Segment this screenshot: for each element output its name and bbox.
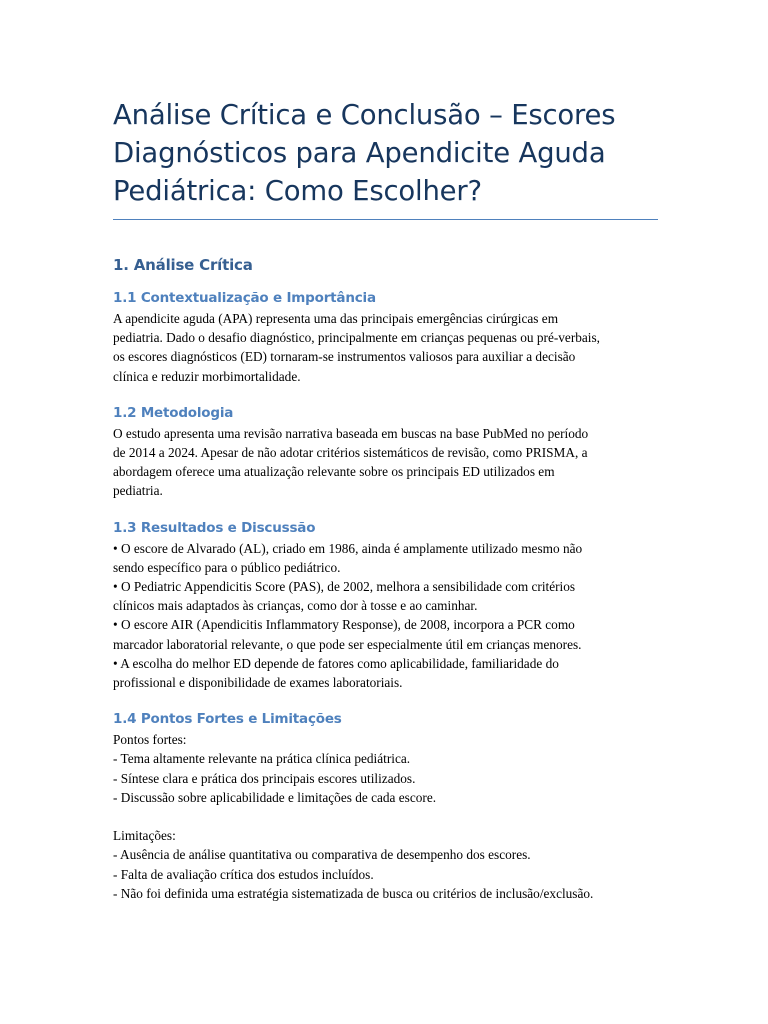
title-line: Análise Crítica e Conclusão – Escores: [113, 99, 616, 131]
text-line: clínica e reduzir morbimortalidade.: [113, 368, 301, 384]
text-line: Pontos fortes:: [113, 732, 187, 748]
section-heading-analise-critica: 1. Análise Crítica: [113, 256, 253, 274]
text-line: pediatria. Dado o desafio diagnóstico, principalmente em crianças pequenas ou pré-verbais,: [113, 330, 600, 346]
subsection-heading-metodologia: 1.2 Metodologia: [113, 404, 234, 421]
paragraph-metodologia: [113, 424, 658, 501]
text-line: marcador laboratorial relevante, o que pode ser especialmente útil em crianças menores.: [113, 636, 582, 652]
document-title: [113, 96, 658, 220]
text-line: os escores diagnósticos (ED) tornaram-se instrumentos valiosos para auxiliar a decisão: [113, 349, 576, 365]
text-line: • O escore AIR (Apendicitis Inflammatory Response), de 2008, incorpora a PCR como: [113, 617, 575, 633]
text-line: - Tema altamente relevante na prática clínica pediátrica.: [113, 751, 411, 767]
document-page: [113, 96, 658, 903]
text-line: clínicos mais adaptados às crianças, como dor à tosse e ao caminhar.: [113, 598, 478, 614]
paragraph-pontos-fortes: [113, 730, 658, 826]
paragraph-contextualizacao: [113, 309, 658, 386]
text-line: O estudo apresenta uma revisão narrativa baseada em buscas na base PubMed no período: [113, 425, 589, 441]
text-line: - Discussão sobre aplicabilidade e limitações de cada escore.: [113, 789, 437, 805]
text-line: Limitações:: [113, 828, 176, 844]
text-line: pediatria.: [113, 483, 163, 499]
subsection-heading-resultados: 1.3 Resultados e Discussão: [113, 519, 316, 536]
blank-line: [113, 807, 658, 826]
paragraph-resultados: [113, 539, 658, 693]
text-line: sendo específico para o público pediátrico.: [113, 559, 341, 575]
text-line: de 2014 a 2024. Apesar de não adotar critérios sistemáticos de revisão, como PRISMA, a: [113, 445, 588, 461]
text-line: - Falta de avaliação crítica dos estudos incluídos.: [113, 866, 374, 882]
title-line: Pediátrica: Como Escolher?: [113, 175, 482, 207]
text-line: - Síntese clara e prática dos principais escores utilizados.: [113, 770, 416, 786]
text-line: profissional e disponibilidade de exames laboratoriais.: [113, 675, 403, 691]
paragraph-limitacoes: [113, 826, 658, 903]
text-line: - Ausência de análise quantitativa ou comparativa de desempenho dos escores.: [113, 847, 531, 863]
text-line: • A escolha do melhor ED depende de fatores como aplicabilidade, familiaridade do: [113, 655, 559, 671]
text-line: • O escore de Alvarado (AL), criado em 1986, ainda é amplamente utilizado mesmo não: [113, 540, 583, 556]
text-line: abordagem oferece uma atualização relevante sobre os principais ED utilizados em: [113, 464, 555, 480]
subsection-heading-contextualizacao: 1.1 Contextualização e Importância: [113, 290, 376, 306]
subsection-heading-pontos-fortes-limitacoes: 1.4 Pontos Fortes e Limitações: [113, 711, 342, 728]
text-line: • O Pediatric Appendicitis Score (PAS), de 2002, melhora a sensibilidade com critérios: [113, 579, 576, 595]
text-line: A apendicite aguda (APA) representa uma das principais emergências cirúrgicas em: [113, 311, 559, 326]
title-line: Diagnósticos para Apendicite Aguda: [113, 137, 606, 169]
text-line: - Não foi definida uma estratégia sistematizada de busca ou critérios de inclusão/exclusão.: [113, 885, 594, 901]
